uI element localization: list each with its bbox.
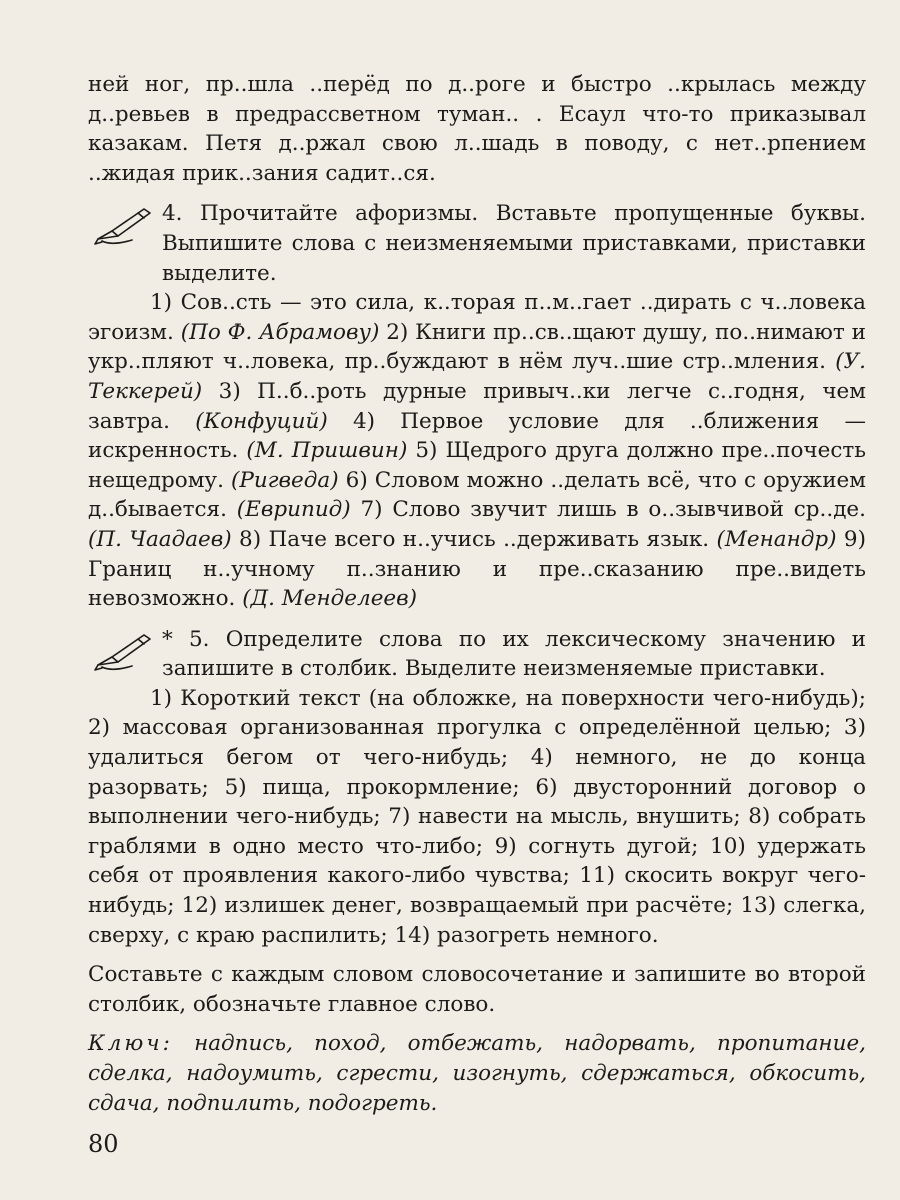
task-5-instruction [162, 625, 866, 684]
task-4-text: Прочитайте афоризмы. Вставьте пропущенные буквы. Выпишите слова с неизменяемыми приставками, приставки выделите. [162, 201, 866, 286]
task-5 [88, 625, 866, 684]
task-4-aphorisms [88, 288, 866, 614]
aphorism-author: (Конфуций) [195, 408, 328, 434]
aphorism-text: 6) Словом можно ..делать всё, что с оружием д..бывается. [88, 467, 866, 523]
aphorism-author: (Еврипид) [236, 497, 351, 523]
task-4-instruction [162, 199, 866, 288]
aphorism-author: (М. Пришвин) [246, 438, 408, 464]
aphorism-author: (П. Чаадаев) [88, 526, 232, 552]
page-content [88, 70, 866, 1118]
pen-icon [92, 629, 156, 673]
aphorism-text: 4) Первое условие для ..ближения — искренность. [88, 408, 866, 464]
aphorism-text: 9) Границ н..учному п..знанию и пре..сказанию пре..видеть невозможно. [88, 526, 866, 612]
aphorism-text: 1) Сов..сть — это сила, к..торая п..м..гает ..дирать с ч..ловека эгоизм. [88, 290, 866, 345]
page-number: 80 [88, 1130, 119, 1158]
aphorism-author: (Менандр) [716, 526, 837, 552]
aphorism-author: (По Ф. Абрамову) [180, 319, 380, 345]
aphorism-text: 5) Щедрого друга должно пре..почесть нещедрому. [88, 438, 866, 493]
intro-paragraph: ней ног, пр..шла ..перёд по д..роге и быстро ..крылась между д..ревьев в предрассветном туман.. . Есаул что-то приказывал казакам. Петя д..ржал свою л..шадь в поводу, с нет..рпением ..жидая прик..зания садит..ся. [88, 72, 866, 186]
pen-icon [92, 203, 156, 247]
task-5-followup: Составьте с каждым словом словосочетание и запишите во второй столбик, обозначьте главное слово. [88, 962, 866, 1017]
aphorism-text: 2) Книги пр..св..щают душу, по..нимают и укр..пляют ч..ловека, пр..буждают в нём луч..шие стр..мления. [88, 319, 866, 375]
task-5-text: Определите слова по их лексическому значению и запишите в столбик. Выделите неизменяемые приставки. [162, 626, 866, 682]
aphorism-text: 3) П..б..роть дурные привыч..ки легче с..годня, чем завтра. [88, 378, 866, 434]
aphorism-author: (У. Теккерей) [88, 349, 866, 404]
task-5-definitions: 1) Короткий текст (на обложке, на поверхности чего-нибудь); 2) массовая организованная прогулка с определённой целью; 3) удалиться бегом от чего-нибудь; 4) немного, не до конца разорвать; 5) пища, прокормление; 6) двусторонний договор о выполнении чего-нибудь; 7) навести на мысль, внушить; 8) собрать граблями в одно место что-либо; 9) согнуть дугой; 10) удержать себя от проявления какого-либо чувства; 11) скосить вокруг чего-нибудь; 12) излишек денег, возвращаемый при расчёте; 13) слегка, сверху, с краю распилить; 14) разогреть немного. [88, 685, 866, 948]
task-4 [88, 199, 866, 288]
task-5-key [88, 1029, 866, 1118]
aphorism-text: 7) Слово звучит лишь в о..зывчивой ср..де. [350, 497, 866, 523]
aphorism-author: (Д. Менделеев) [242, 586, 418, 612]
task-4-number: 4. [162, 201, 183, 227]
task-5-number: * 5. [162, 626, 210, 652]
key-words: надпись, поход, отбежать, надорвать, пропитание, сделка, надоумить, сгрести, изогнуть, сдержаться, обкосить, сдача, подпилить, подогреть. [88, 1031, 866, 1116]
key-label: Ключ: [88, 1031, 173, 1057]
aphorism-text: 8) Паче всего н..учись ..держивать язык. [231, 526, 717, 552]
aphorism-author: (Ригведа) [230, 467, 339, 493]
